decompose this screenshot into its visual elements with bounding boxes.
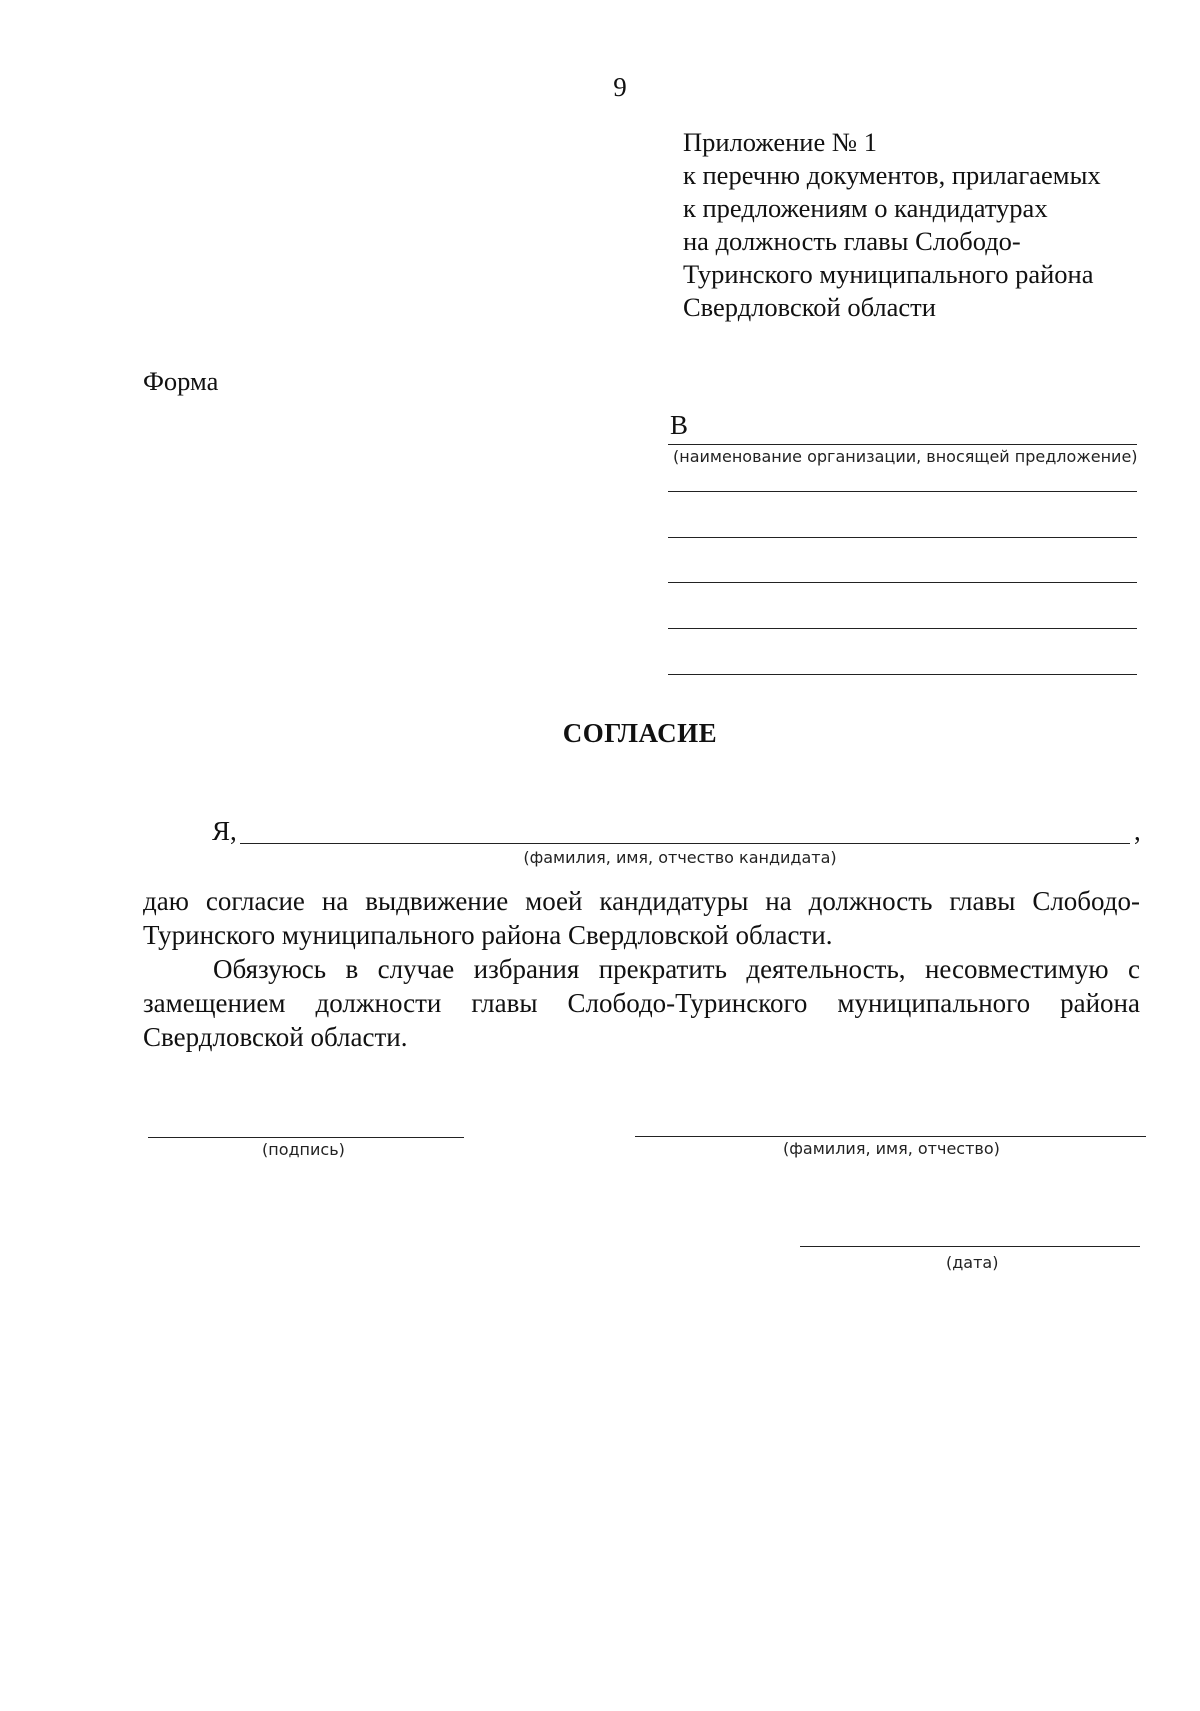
date-line[interactable] <box>800 1246 1140 1247</box>
addressee-blank-line[interactable] <box>668 674 1137 675</box>
consent-paragraph: даю согласие на выдвижение моей кандидатуры на должность главы Слободо-Туринского муниципального района Свердловской области. <box>143 886 1140 950</box>
consent-body <box>143 884 1140 1054</box>
candidate-name-line[interactable] <box>240 843 1130 844</box>
addressee-prefix: В <box>670 410 689 440</box>
appendix-line: Туринского муниципального района <box>683 259 1094 289</box>
addressee-blank-line[interactable] <box>668 537 1137 538</box>
document-title: СОГЛАСИЕ <box>562 718 718 748</box>
obligation-paragraph: Обязуюсь в случае избрания прекратить деятельность, несовместимую с замещением должности главы Слободо-Туринского муниципального района Свердловской области. <box>143 954 1140 1052</box>
appendix-line: Свердловской области <box>683 292 936 322</box>
full-name-caption: (фамилия, имя, отчество) <box>783 1139 1000 1158</box>
addressee-blank-line[interactable] <box>668 491 1137 492</box>
date-caption: (дата) <box>946 1253 999 1272</box>
appendix-line: на должность главы Слободо- <box>683 226 1021 256</box>
candidate-name-caption: (фамилия, имя, отчество кандидата) <box>523 848 837 867</box>
addressee-blank-line[interactable] <box>668 582 1137 583</box>
page-number: 9 <box>613 72 627 102</box>
full-name-line[interactable] <box>635 1136 1146 1137</box>
form-label: Форма <box>143 366 219 396</box>
addressee-caption: (наименование организации, вносящей предложение) <box>673 447 1138 466</box>
appendix-line: к перечню документов, прилагаемых <box>683 160 1101 190</box>
signature-caption: (подпись) <box>262 1140 345 1159</box>
addressee-blank-line[interactable] <box>668 628 1137 629</box>
addressee-field-line[interactable] <box>668 444 1137 445</box>
signature-line[interactable] <box>148 1137 464 1138</box>
appendix-line: к предложениям о кандидатурах <box>683 193 1048 223</box>
declarant-suffix: , <box>1134 816 1141 846</box>
declarant-prefix: Я, <box>212 816 237 846</box>
appendix-header <box>683 126 1153 324</box>
appendix-line: Приложение № 1 <box>683 127 878 157</box>
